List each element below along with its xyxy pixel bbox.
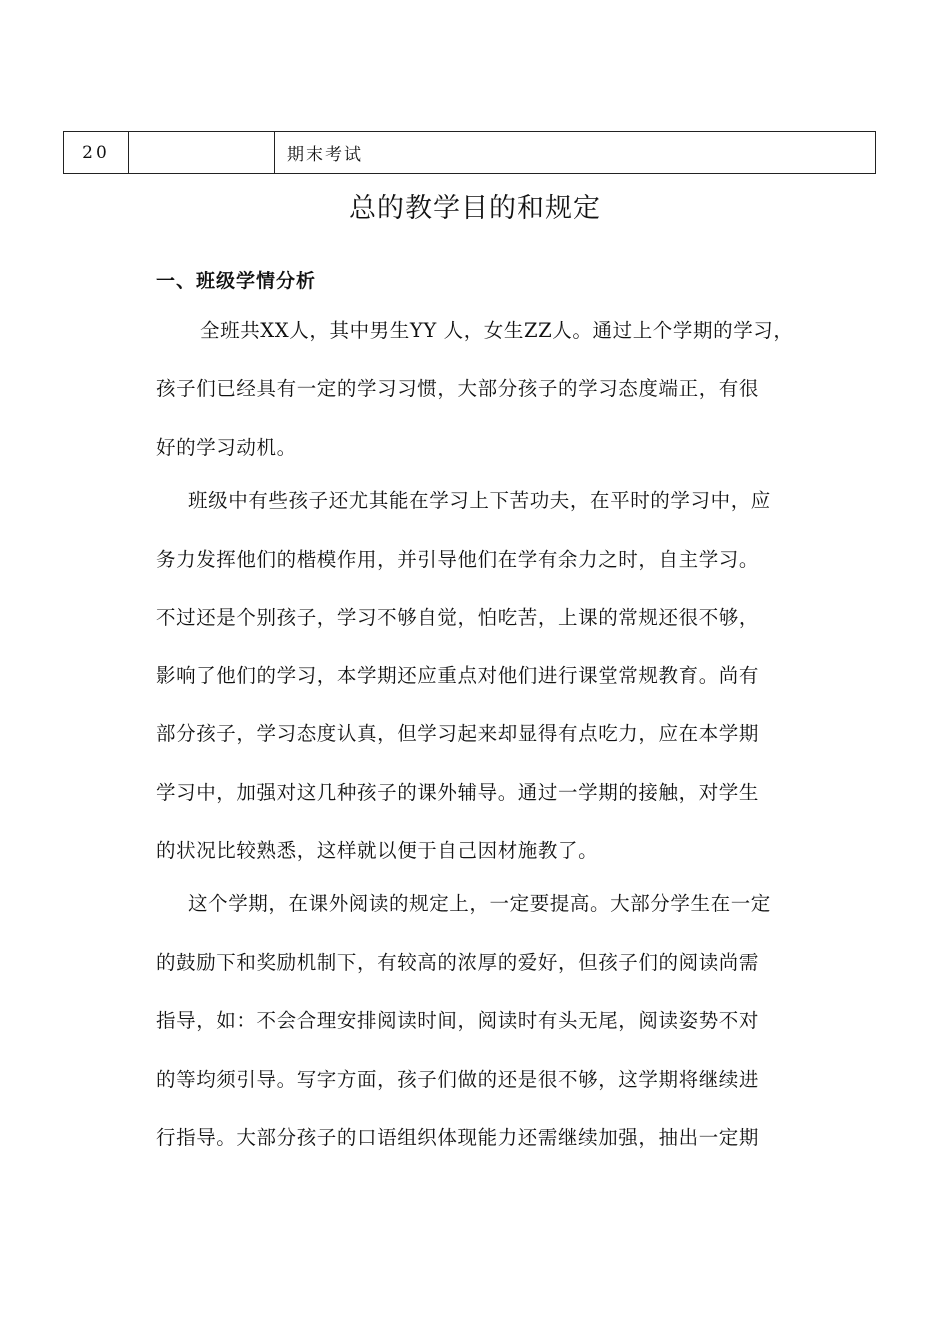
- page-title: 总的教学目的和规定: [349, 193, 601, 224]
- paragraph-line: 这个学期，在课外阅读的规定上，一定要提高。大部分学生在一定: [188, 892, 771, 915]
- paragraph-line: 班级中有些孩子还尤其能在学习上下苦功夫，在平时的学习中，应: [188, 489, 771, 512]
- schedule-table: [63, 131, 876, 174]
- paragraph-line: 不过还是个别孩子，学习不够自觉，怕吃苦，上课的常规还很不够，: [156, 606, 760, 629]
- paragraph-line: 指导，如：不会合理安排阅读时间，阅读时有头无尾，阅读姿势不对: [156, 1009, 760, 1032]
- paragraph-line: 好的学习动机。: [156, 436, 297, 459]
- paragraph-line: 孩子们已经具有一定的学习习惯，大部分孩子的学习态度端正，有很: [156, 377, 760, 400]
- paragraph-line: 的鼓励下和奖励机制下，有较高的浓厚的爱好，但孩子们的阅读尚需: [156, 951, 760, 974]
- paragraph-line: 的状况比较熟悉，这样就以便于自己因材施教了。: [156, 839, 599, 862]
- section-heading: 一、班级学情分析: [156, 270, 317, 292]
- paragraph-line: 行指导。大部分孩子的口语组织体现能力还需继续加强，抽出一定期: [156, 1126, 760, 1149]
- paragraph-line: 部分孩子，学习态度认真，但学习起来却显得有点吃力，应在本学期: [156, 722, 760, 745]
- content-cell: 期末考试: [275, 132, 876, 174]
- paragraph-line: 的等均须引导。写字方面，孩子们做的还是很不够，这学期将继续进: [156, 1068, 760, 1091]
- paragraph-line: 务力发挥他们的楷模作用，并引导他们在学有余力之时，自主学习。: [156, 548, 760, 571]
- date-cell: [129, 132, 275, 174]
- paragraph-line: 全班共XX人，其中男生YY 人，女生ZZ人。通过上个学期的学习，: [200, 319, 794, 342]
- paragraph-line: 学习中，加强对这几种孩子的课外辅导。通过一学期的接触，对学生: [156, 781, 760, 804]
- table-row: [64, 132, 876, 174]
- paragraph-line: 影响了他们的学习，本学期还应重点对他们进行课堂常规教育。尚有: [156, 664, 760, 687]
- week-cell: 20: [64, 132, 129, 174]
